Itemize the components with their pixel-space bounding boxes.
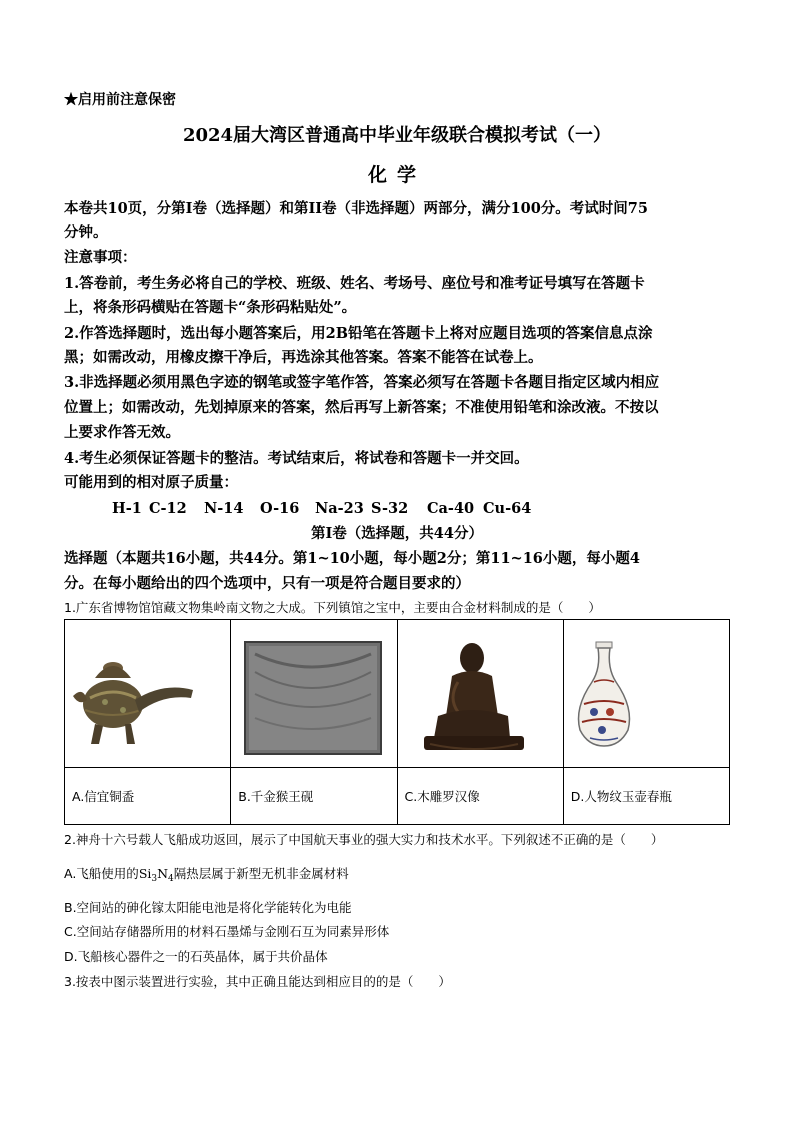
q2-option-a-prefix: A.飞船使用的 — [64, 866, 139, 881]
atomic-mass: Ca-40 — [427, 500, 475, 517]
notice-line: 2.作答选择题时，选出每小题答案后，用2B铅笔在答题卡上将对应题目选项的答案信息点涂 — [64, 325, 653, 342]
notice-line: 上，将条形码横贴在答题卡“条形码粘贴处”。 — [64, 299, 357, 316]
q2-option-a — [64, 864, 349, 884]
q1-option-a: A.信宜铜盉 — [65, 768, 231, 825]
notice-line: 3.非选择题必须用黑色字迹的钢笔或签字笔作答，答案必须写在答题卡各题目指定区域内相应 — [64, 374, 660, 391]
q1-option-d-image-cell — [563, 620, 729, 768]
inkstone-icon — [231, 620, 397, 767]
q2-stem: 2.神舟十六号载人飞船成功返回，展示了中国航天事业的强大实力和技术水平。下列叙述不正确的是（ ） — [64, 832, 664, 847]
notice-line: 1.答卷前，考生务必将自己的学校、班级、姓名、考场号、座位号和准考证号填写在答题卡 — [64, 275, 645, 292]
notice-line: 位置上；如需改动，先划掉原来的答案，然后再写上新答案；不准使用铅笔和涂改液。不按以 — [64, 399, 659, 416]
porcelain-vase-icon — [564, 620, 730, 767]
q1-option-a-image-cell — [65, 620, 231, 768]
silicon-nitride-formula: $Si_3N_4$ — [138, 866, 174, 884]
q1-option-b-image-cell — [231, 620, 397, 768]
notice-line: 黑；如需改动，用橡皮擦干净后，再选涂其他答案。答案不能答在试卷上。 — [64, 349, 543, 366]
atomic-mass: H-1 — [112, 500, 142, 517]
subject-title: 化学 — [367, 164, 426, 186]
intro-line-1: 本卷共10页，分第I卷（选择题）和第II卷（非选择题）两部分，满分100分。考试时间75 — [64, 200, 648, 217]
atomic-mass: N-14 — [204, 500, 244, 517]
q1-option-d: D.人物纹玉壶春瓶 — [563, 768, 729, 825]
q2-option-b: B.空间站的砷化镓太阳能电池是将化学能转化为电能 — [64, 900, 352, 915]
atomic-mass-list — [0, 496, 794, 521]
q2-option-d: D.飞船核心器件之一的石英晶体，属于共价晶体 — [64, 949, 328, 964]
atomic-mass: Cu-64 — [483, 500, 532, 517]
section1-desc-1: 选择题（本题共16小题，共44分。第1~10小题，每小题2分；第11~16小题，每小题4 — [64, 550, 640, 567]
atomic-mass: C-12 — [149, 500, 187, 517]
q1-option-c: C.木雕罗汉像 — [397, 768, 563, 825]
section1-title: 第I卷（选择题，共44分） — [311, 525, 483, 542]
q1-option-b: B.千金猴王砚 — [231, 768, 397, 825]
section1-desc-2: 分。在每小题给出的四个选项中，只有一项是符合题目要求的） — [64, 575, 470, 592]
q3-stem: 3.按表中图示装置进行实验，其中正确且能达到相应目的的是（ ） — [64, 974, 451, 989]
q2-option-c: C.空间站存储器所用的材料石墨烯与金刚石互为同素异形体 — [64, 924, 390, 939]
q2-option-a-suffix: 隔热层属于新型无机非金属材料 — [173, 866, 349, 881]
q1-stem: 1.广东省博物馆馆藏文物集岭南文物之大成。下列镇馆之宝中，主要由合金材料制成的是（ ） — [64, 600, 601, 615]
intro-line-2: 分钟。 — [64, 224, 108, 241]
confidential-label: ★启用前注意保密 — [64, 92, 176, 108]
q1-options-table — [64, 619, 730, 825]
bronze-vessel-icon — [65, 620, 231, 767]
notice-line: 4.考生必须保证答题卡的整洁。考试结束后，将试卷和答题卡一并交回。 — [64, 450, 529, 467]
atomic-mass-title: 可能用到的相对原子质量： — [64, 474, 238, 491]
atomic-mass: S-32 — [371, 500, 409, 517]
q1-option-c-image-cell — [397, 620, 563, 768]
exam-title: 2024届大湾区普通高中毕业年级联合模拟考试（一） — [182, 125, 612, 146]
notice-line: 上要求作答无效。 — [64, 424, 180, 441]
wooden-arhat-statue-icon — [398, 620, 564, 767]
notice-title: 注意事项： — [64, 249, 137, 266]
atomic-mass: O-16 — [260, 500, 300, 517]
atomic-mass: Na-23 — [315, 500, 364, 517]
